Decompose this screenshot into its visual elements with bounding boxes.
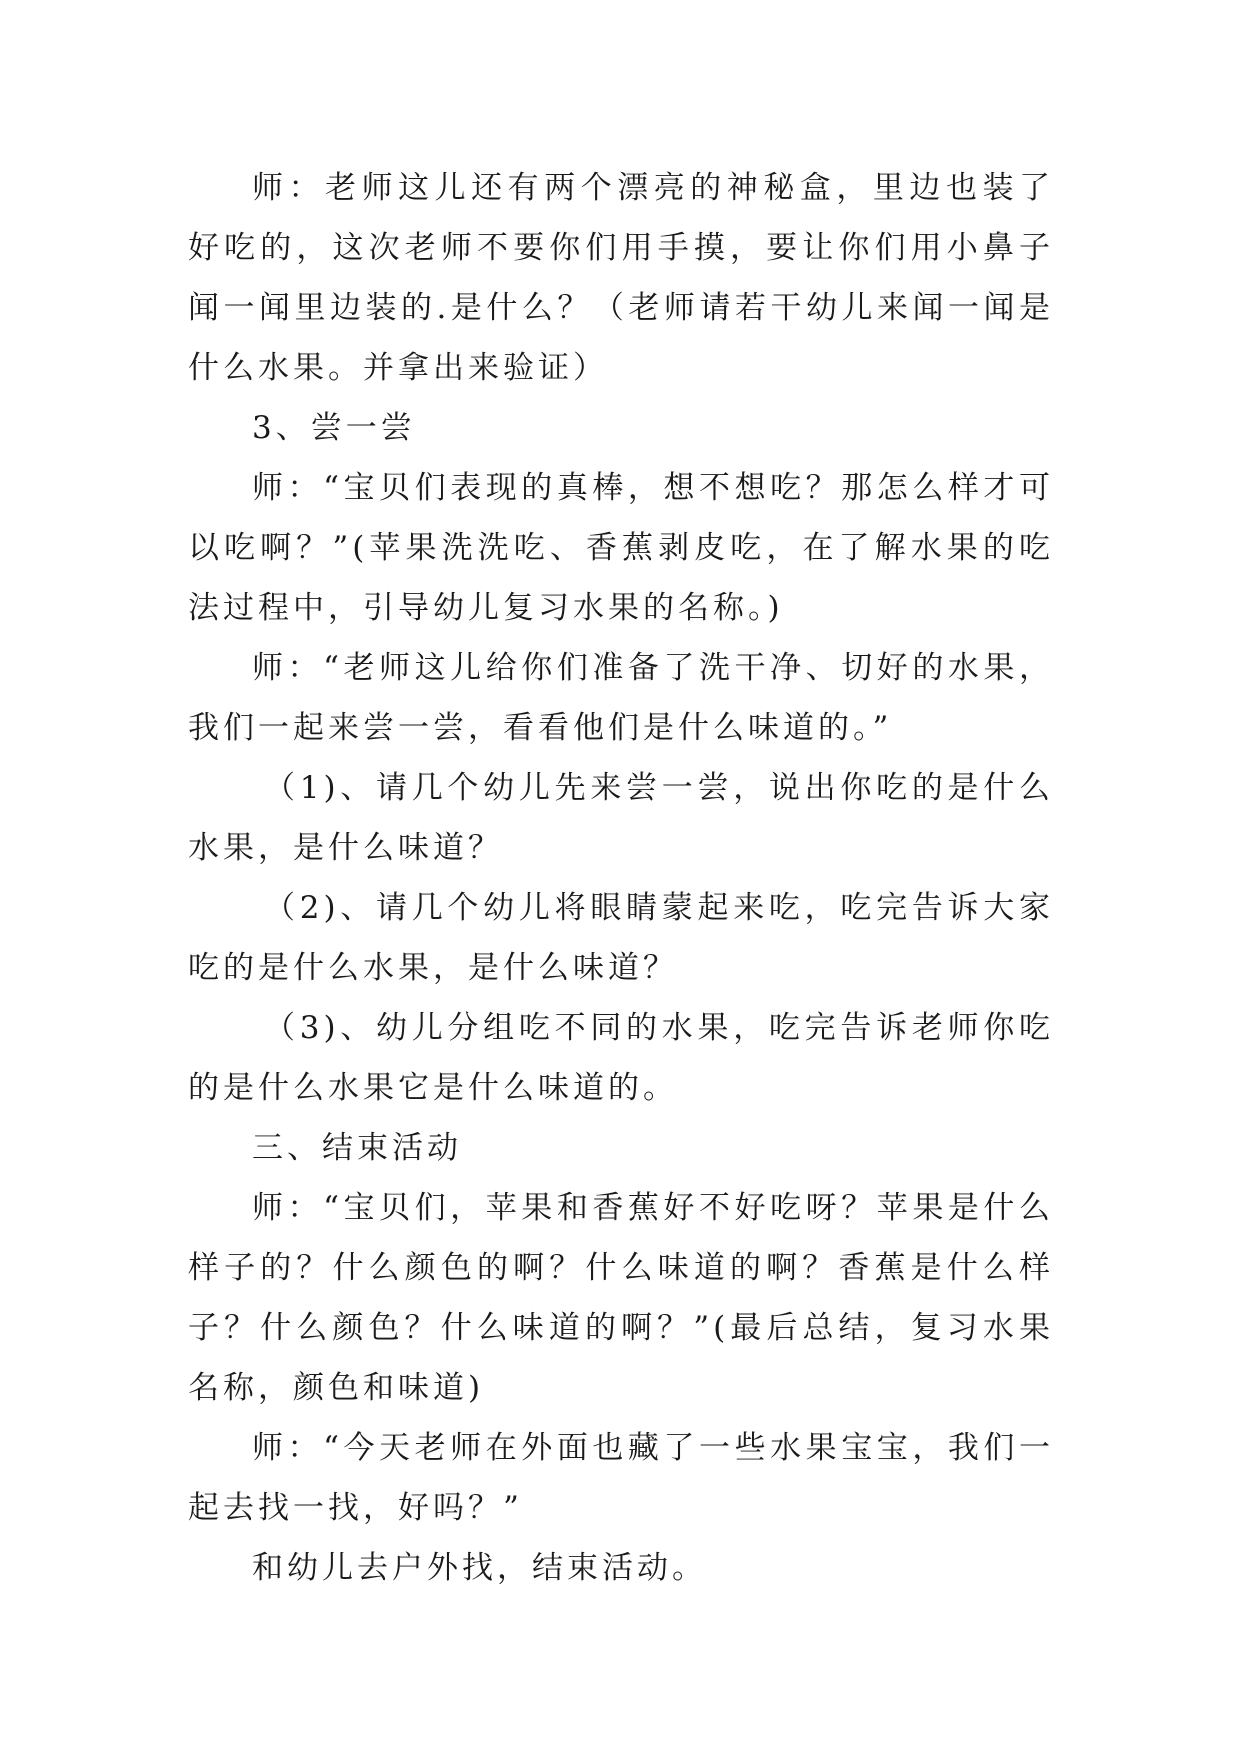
paragraph-how-to-eat: 师：“宝贝们表现的真棒，想不想吃？那怎么样才可以吃啊？”(苹果洗洗吃、香蕉剥皮吃，在了解水果的吃法过程中，引导幼儿复习水果的名称。) xyxy=(188,470,1054,626)
paragraph-find-fruit: 师：“今天老师在外面也藏了一些水果宝宝，我们一起去找一找，好吗？” xyxy=(188,1430,1054,1526)
paragraph-prepared-fruit: 师：“老师这儿给你们准备了洗干净、切好的水果，我们一起来尝一尝，看看他们是什么味道的。” xyxy=(188,650,1054,746)
list-item-step-2: （2)、请几个幼儿将眼睛蒙起来吃，吃完告诉大家吃的是什么水果，是什么味道？ xyxy=(188,890,1054,986)
document-body xyxy=(188,158,1054,1598)
paragraph-mystery-box: 师：老师这儿还有两个漂亮的神秘盒，里边也装了好吃的，这次老师不要你们用手摸，要让你们用小鼻子闻一闻里边装的.是什么？（老师请若干幼儿来闻一闻是什么水果。并拿出来验证） xyxy=(188,170,1054,386)
list-item-step-1: （1)、请几个幼儿先来尝一尝，说出你吃的是什么水果，是什么味道？ xyxy=(188,770,1054,866)
paragraph-summary: 师：“宝贝们，苹果和香蕉好不好吃呀？苹果是什么样子的？什么颜色的啊？什么味道的啊？香蕉是什么样子？什么颜色？什么味道的啊？”(最后总结，复习水果名称，颜色和味道) xyxy=(188,1190,1054,1406)
paragraph-closing: 和幼儿去户外找，结束活动。 xyxy=(252,1550,707,1586)
section-heading-taste: 3、尝一尝 xyxy=(252,410,416,446)
list-item-step-3: （3)、幼儿分组吃不同的水果，吃完告诉老师你吃的是什么水果它是什么味道的。 xyxy=(188,1010,1054,1106)
section-heading-end-activity: 三、结束活动 xyxy=(252,1130,462,1166)
